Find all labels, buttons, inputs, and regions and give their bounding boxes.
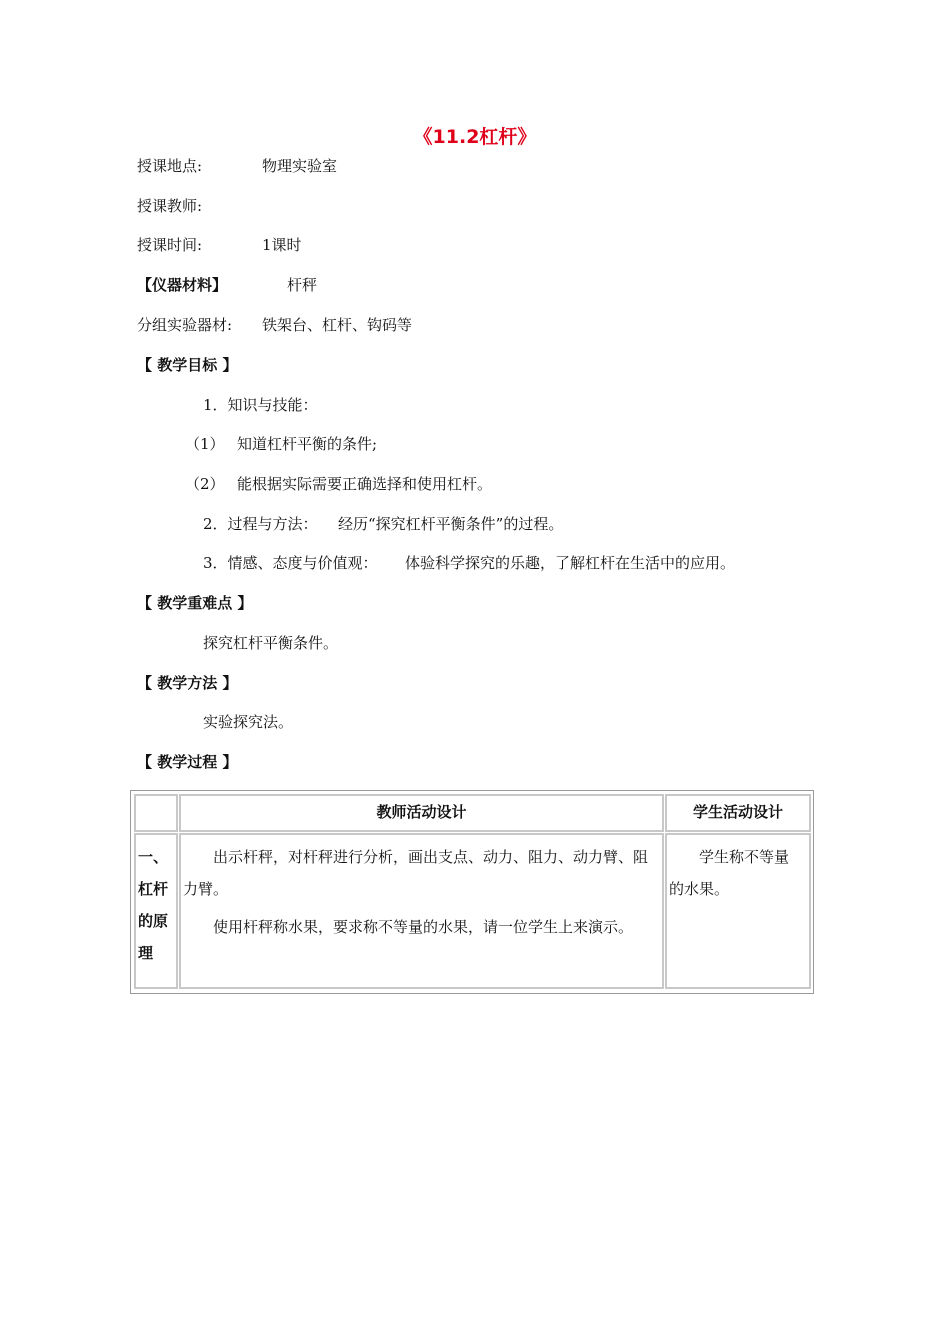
time-label: 授课时间:: [137, 236, 203, 254]
teacher-line: [137, 196, 202, 216]
materials-value: 杆秤: [287, 276, 318, 294]
group-materials-value: 铁架台、杠杆、钩码等: [262, 316, 413, 334]
objective-sub-1-text: 知道杠杆平衡的条件;: [237, 435, 378, 453]
objective-sub-2-text: 能根据实际需要正确选择和使用杠杆。: [237, 475, 493, 493]
student-activity-paragraph: 学生称不等量的水果。: [669, 848, 790, 898]
objectives-heading: 【 教学目标 】: [137, 356, 238, 374]
group-materials-line: [137, 315, 412, 335]
location-value: 物理实验室: [262, 157, 338, 175]
objective-item-3: [203, 553, 735, 573]
table-header-teacher: 教师活动设计: [179, 794, 664, 832]
objective-sub-1: [185, 434, 377, 454]
objective-item-3-text: 体验科学探究的乐趣，了解杠杆在生活中的应用。: [405, 554, 736, 572]
teacher-activity-paragraph-1: 出示杆秤，对杆秤进行分析，画出支点、动力、阻力、动力臂、阻力臂。: [183, 848, 649, 898]
objective-item-2-text: 经历“探究杠杆平衡条件”的过程。: [338, 515, 564, 533]
table-header-student: 学生活动设计: [665, 794, 811, 832]
keypoints-heading: 【 教学重难点 】: [137, 594, 253, 612]
materials-label: 【仪器材料】: [137, 276, 228, 294]
method-text: 实验探究法。: [203, 713, 294, 731]
group-materials-label: 分组实验器材:: [137, 316, 233, 334]
document-title: 《11.2杠杆》: [413, 126, 537, 148]
materials-line: [137, 275, 317, 295]
time-value: 1课时: [262, 236, 302, 254]
process-table: [130, 790, 814, 994]
time-line: [137, 235, 302, 255]
method-heading: 【 教学方法 】: [137, 674, 238, 692]
keypoints-text: 探究杠杆平衡条件。: [203, 634, 339, 652]
table-row-student-cell: [665, 833, 811, 989]
teacher-activity-paragraph-2: 使用杆秤称水果，要求称不等量的水果，请一位学生上来演示。: [213, 918, 634, 936]
objective-sub-2-number: （2）: [185, 475, 225, 493]
table-row-section-label: 一、杠杆的原理: [134, 833, 178, 989]
teacher-label: 授课教师:: [137, 197, 203, 215]
objective-item-2-label: 2．过程与方法：: [203, 515, 318, 533]
objective-item-1: 1．知识与技能：: [203, 396, 318, 414]
objective-sub-1-number: （1）: [185, 435, 225, 453]
table-row-teacher-cell: [179, 833, 664, 989]
location-line: [137, 156, 337, 176]
location-label: 授课地点:: [137, 157, 203, 175]
objective-sub-2: [185, 474, 492, 494]
objective-item-2: [203, 514, 563, 534]
process-heading: 【 教学过程 】: [137, 753, 238, 771]
table-header-blank: [134, 794, 178, 832]
objective-item-3-label: 3．情感、态度与价值观：: [203, 554, 378, 572]
